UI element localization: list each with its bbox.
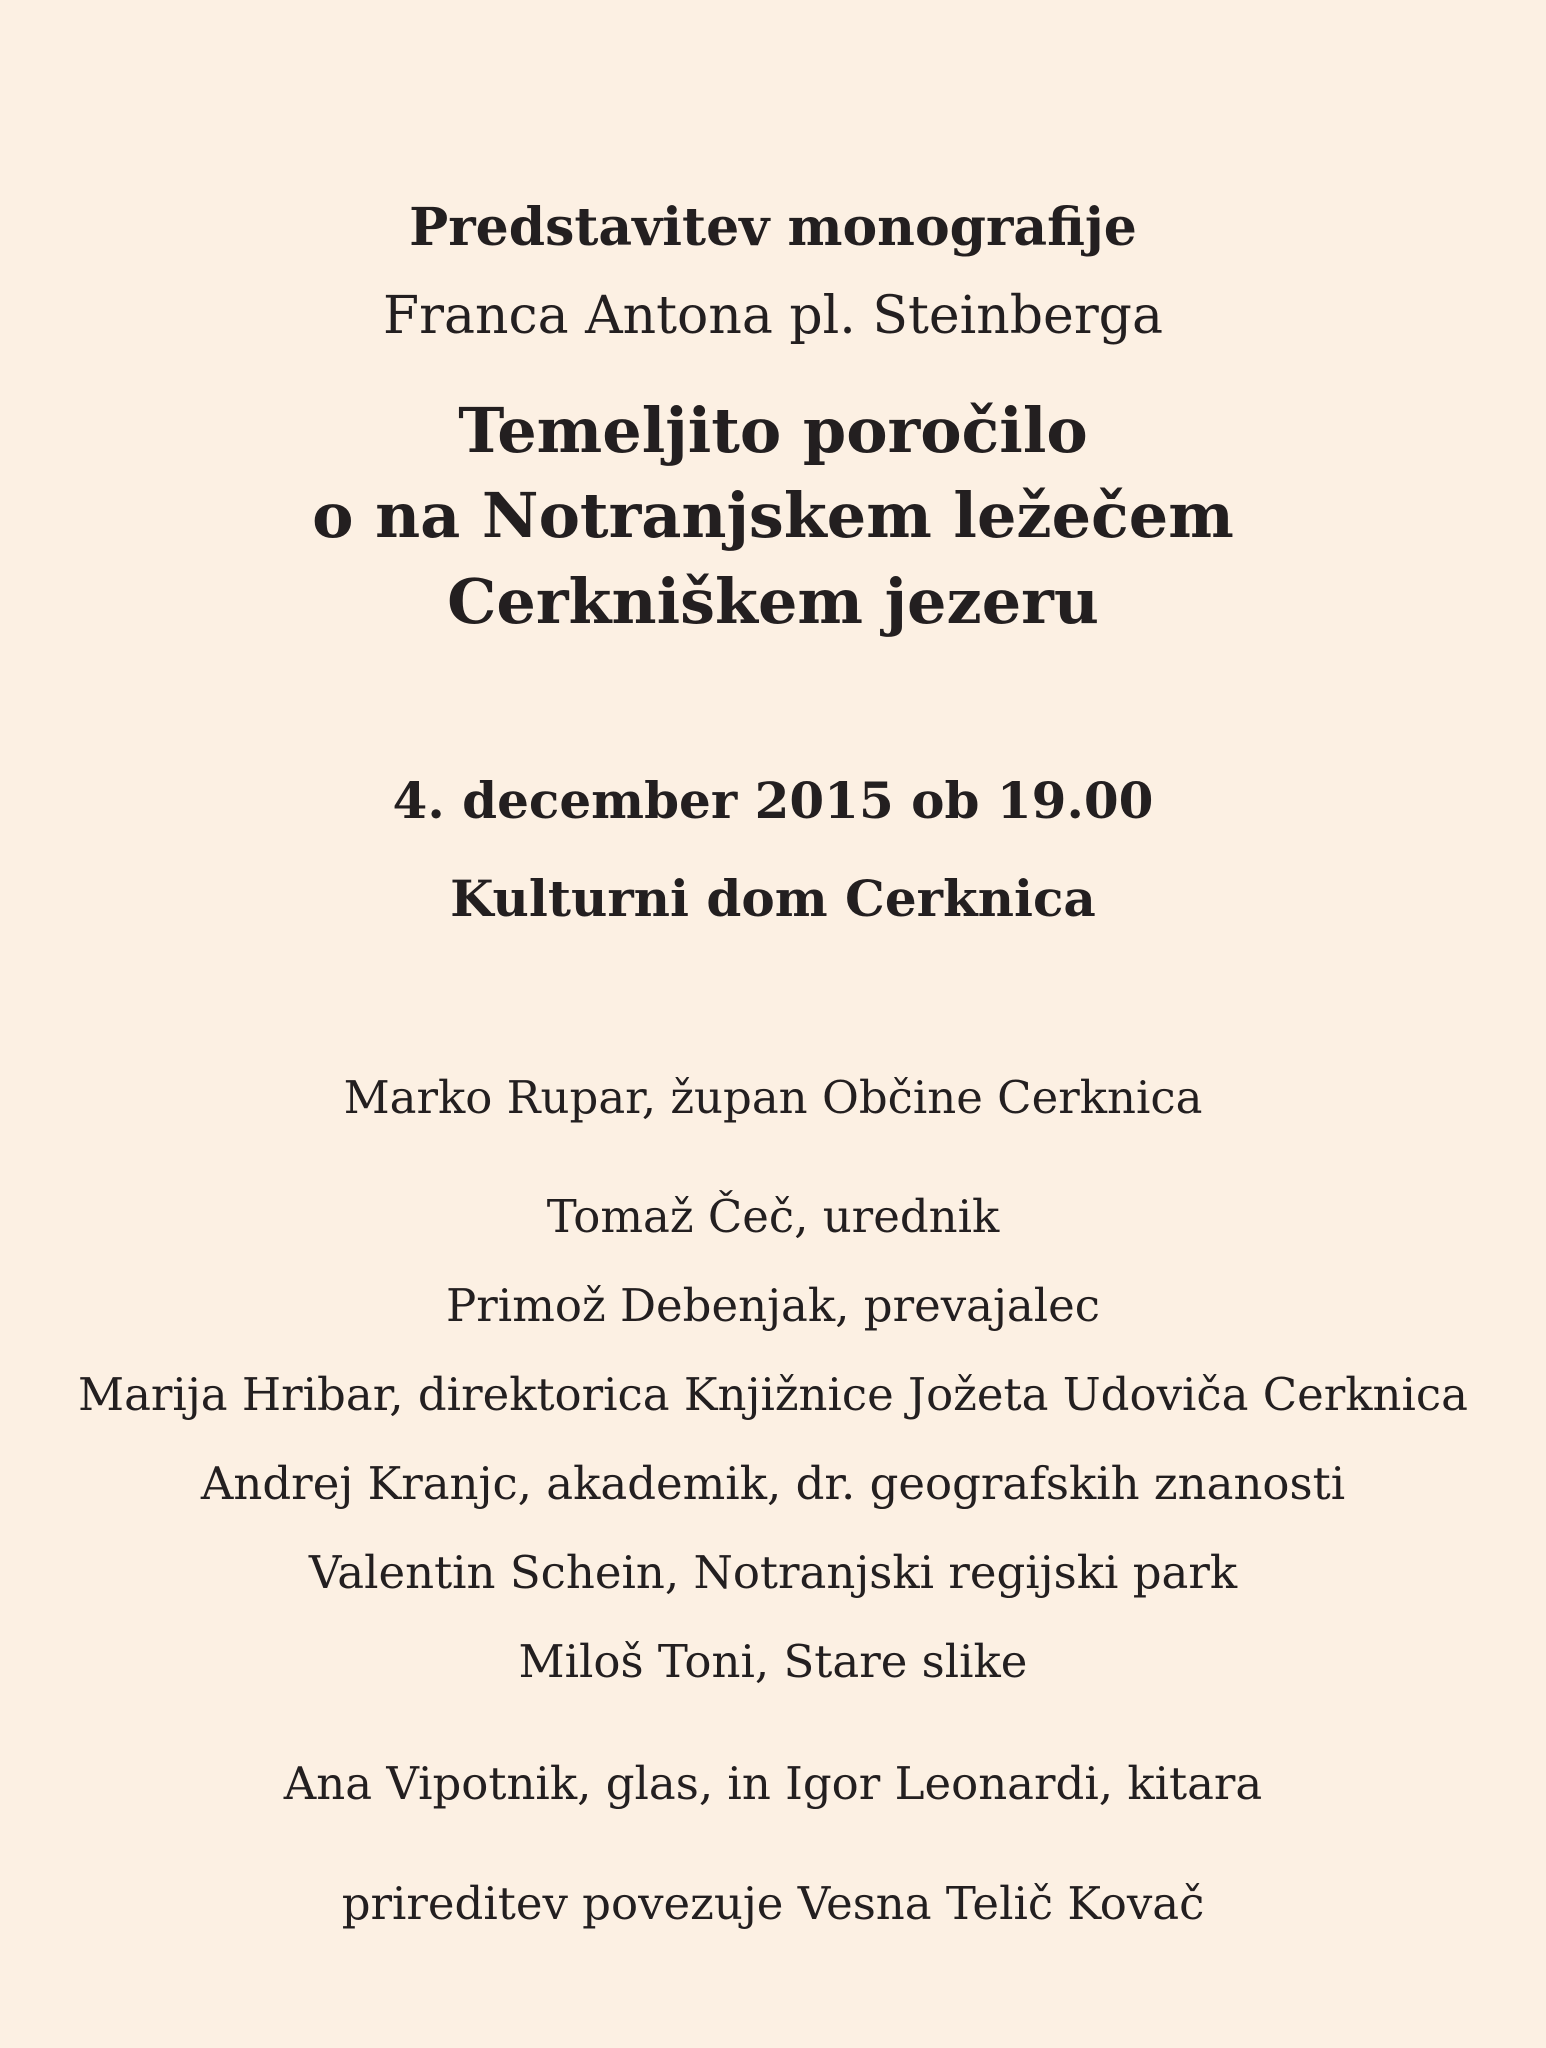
speaker-item: Miloš Toni, Stare slike (518, 1635, 1028, 1688)
speaker-item: Valentin Schein, Notranjski regijski park (308, 1546, 1238, 1599)
author-line: Franca Antona pl. Steinberga (383, 286, 1163, 346)
speaker-item: Marija Hribar, direktorica Knjižnice Jožeta Udoviča Cerknica (78, 1368, 1468, 1421)
book-title-line-3: Cerkniškem jezeru (447, 565, 1099, 638)
speaker-item: Tomaž Čeč, urednik (546, 1190, 1000, 1243)
speaker-item: Primož Debenjak, prevajalec (446, 1279, 1100, 1332)
book-title-line-2: o na Notranjskem ležečem (312, 479, 1234, 552)
event-type-heading: Predstavitev monografije (409, 197, 1137, 258)
speaker-item: Andrej Kranjc, akademik, dr. geografskih znanosti (200, 1457, 1346, 1510)
event-host: prireditev povezuje Vesna Telič Kovač (341, 1877, 1205, 1930)
event-venue: Kulturni dom Cerknica (450, 869, 1096, 928)
music-performers: Ana Vipotnik, glas, in Igor Leonardi, kitara (283, 1757, 1263, 1810)
event-date: 4. december 2015 ob 19.00 (392, 771, 1154, 830)
speaker-item: Marko Rupar, župan Občine Cerknica (343, 1071, 1203, 1124)
book-title-line-1: Temeljito poročilo (458, 394, 1088, 467)
